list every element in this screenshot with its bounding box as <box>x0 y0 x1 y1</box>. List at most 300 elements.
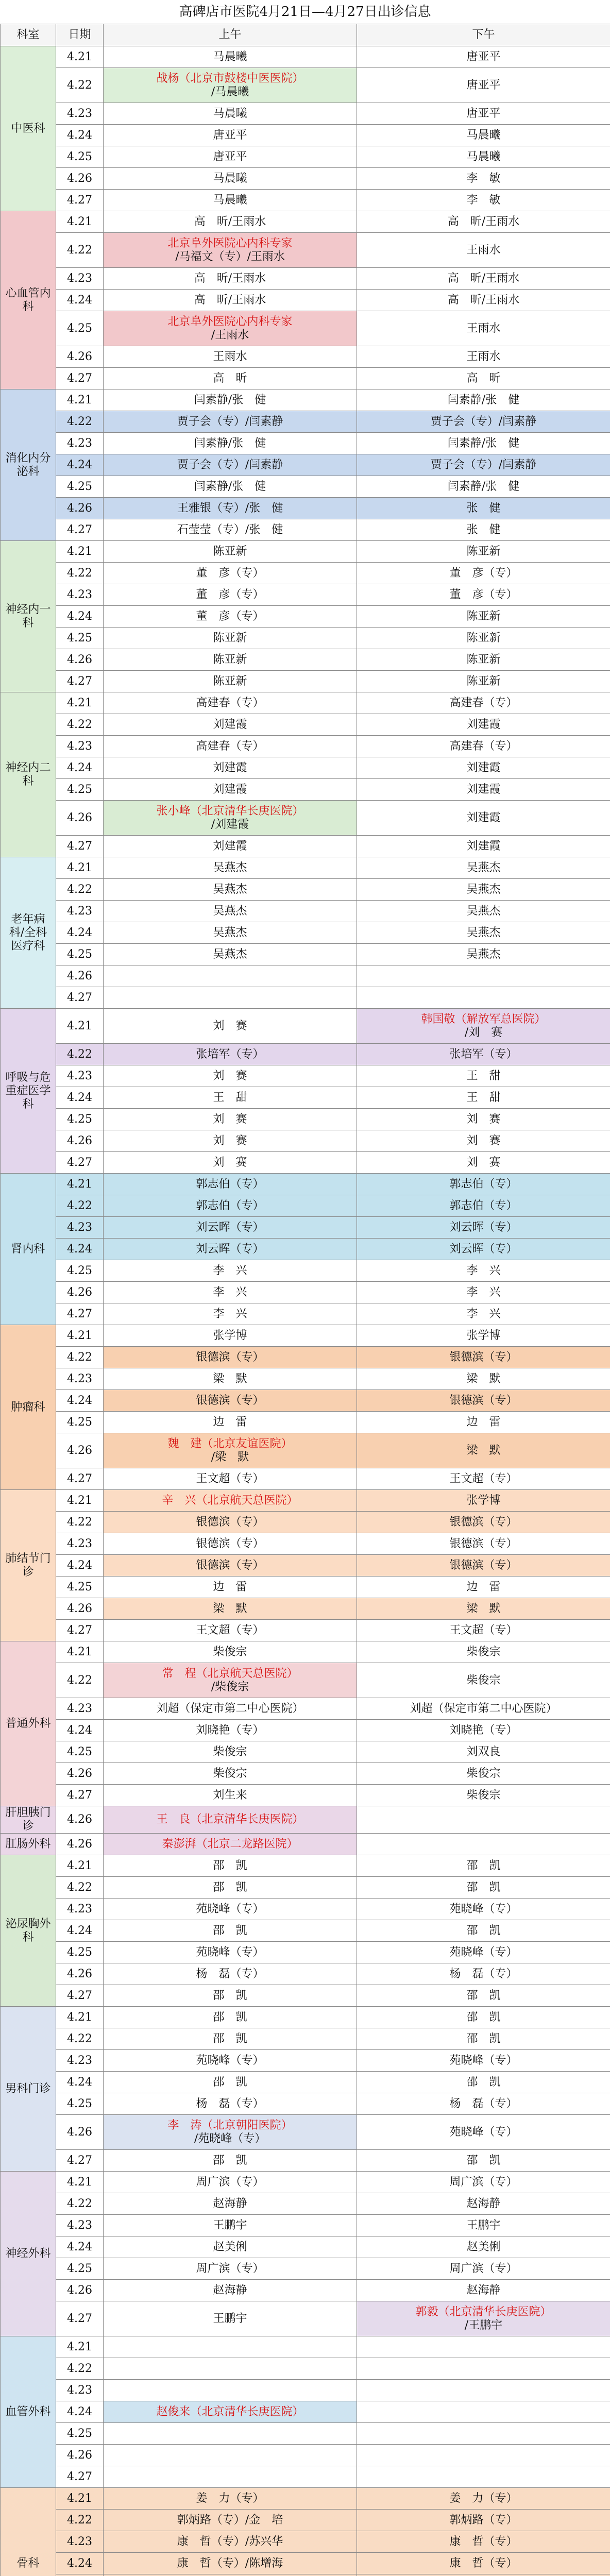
morning-cell: 唐亚平 <box>104 146 357 168</box>
date-cell: 4.25 <box>56 2258 104 2280</box>
afternoon-cell: 刘建霞 <box>357 714 610 736</box>
morning-cell: 柴俊宗 <box>104 1741 357 1763</box>
morning-cell: 邵 凯 <box>104 1855 357 1877</box>
external-expert: 魏 建（北京友谊医院） <box>167 1437 293 1450</box>
morning-cell: 邵 凯 <box>104 2007 357 2028</box>
schedule-row <box>1 1347 610 1368</box>
morning-cell: 王雅银（专）/张 健 <box>104 498 357 519</box>
afternoon-cell <box>357 987 610 1009</box>
department-cell: 消化内分泌科 <box>1 389 56 541</box>
date-cell: 4.27 <box>56 190 104 211</box>
afternoon-cell: 银德滨（专） <box>357 1555 610 1577</box>
morning-cell: 吴燕杰 <box>104 879 357 901</box>
afternoon-cell: 高建春（专） <box>357 736 610 757</box>
afternoon-cell: 梁 默 <box>357 1368 610 1390</box>
morning-cell: 陈亚新 <box>104 671 357 692</box>
schedule-row <box>1 1468 610 1490</box>
date-cell: 4.26 <box>56 1963 104 1985</box>
afternoon-cell: 刘建霞 <box>357 757 610 779</box>
schedule-row <box>1 2258 610 2280</box>
morning-cell: 邵 凯 <box>104 1920 357 1942</box>
department-cell: 心血管内科 <box>1 211 56 389</box>
date-cell: 4.27 <box>56 1303 104 1325</box>
schedule-row <box>1 901 610 922</box>
morning-cell: 邵 凯 <box>104 1985 357 2007</box>
afternoon-cell: 董 彦（专） <box>357 563 610 584</box>
schedule-row <box>1 836 610 857</box>
schedule-row <box>1 519 610 541</box>
schedule-row <box>1 628 610 649</box>
schedule-row <box>1 987 610 1009</box>
afternoon-cell: 高 昕 <box>357 368 610 389</box>
morning-cell: 赵海静 <box>104 2193 357 2215</box>
doctor-names: /柴俊宗 <box>211 1680 249 1693</box>
date-cell: 4.25 <box>56 779 104 801</box>
morning-cell: 高建春（专） <box>104 736 357 757</box>
afternoon-cell: 边 雷 <box>357 1577 610 1598</box>
date-cell: 4.25 <box>56 1942 104 1963</box>
afternoon-cell: 邵 凯 <box>357 1920 610 1942</box>
date-cell: 4.25 <box>56 1109 104 1130</box>
external-expert: 北京阜外医院心内科专家 <box>167 315 293 328</box>
date-cell: 4.27 <box>56 519 104 541</box>
afternoon-cell: 梁 默 <box>357 1433 610 1468</box>
doctor-names: /苑晓峰（专） <box>194 2132 266 2145</box>
afternoon-cell: 唐亚平 <box>357 46 610 68</box>
date-cell: 4.24 <box>56 1555 104 1577</box>
date-cell: 4.24 <box>56 125 104 146</box>
morning-cell: 郭志伯（专） <box>104 1195 357 1217</box>
date-cell: 4.27 <box>56 836 104 857</box>
morning-cell: 马晨曦 <box>104 168 357 190</box>
doctor-names: /刘建霞 <box>211 818 249 831</box>
morning-cell <box>104 1433 357 1468</box>
schedule-row <box>1 2093 610 2115</box>
morning-cell: 张学博 <box>104 1325 357 1347</box>
date-cell: 4.25 <box>56 2423 104 2445</box>
afternoon-cell: 柴俊宗 <box>357 1663 610 1698</box>
afternoon-cell: 邵 凯 <box>357 1985 610 2007</box>
schedule-row <box>1 2072 610 2093</box>
afternoon-cell: 杨 磊（专） <box>357 1963 610 1985</box>
afternoon-cell <box>357 1834 610 1855</box>
schedule-row <box>1 671 610 692</box>
afternoon-cell: 贾子会（专）/闫素静 <box>357 454 610 476</box>
date-cell: 4.21 <box>56 1641 104 1663</box>
schedule-row <box>1 211 610 233</box>
morning-cell: 刘建霞 <box>104 714 357 736</box>
department-cell: 普通外科 <box>1 1641 56 1806</box>
department-cell: 神经内二科 <box>1 692 56 857</box>
morning-cell <box>104 1834 357 1855</box>
afternoon-cell: 张学博 <box>357 1325 610 1347</box>
afternoon-cell: 刘晓艳（专） <box>357 1720 610 1741</box>
schedule-row <box>1 433 610 454</box>
morning-cell: 刘云晖（专） <box>104 1217 357 1239</box>
schedule-row <box>1 1195 610 1217</box>
morning-cell: 康 哲（专）/陈增海 <box>104 2553 357 2574</box>
schedule-row <box>1 1412 610 1433</box>
afternoon-cell <box>357 2301 610 2336</box>
afternoon-cell: 刘 赛 <box>357 1130 610 1152</box>
date-cell: 4.21 <box>56 1855 104 1877</box>
afternoon-cell <box>357 2358 610 2380</box>
schedule-row <box>1 233 610 268</box>
schedule-row <box>1 879 610 901</box>
morning-cell <box>104 2336 357 2358</box>
schedule-row <box>1 922 610 944</box>
date-cell: 4.23 <box>56 433 104 454</box>
afternoon-cell: 李 敏 <box>357 190 610 211</box>
morning-cell: 苑晓峰（专） <box>104 1899 357 1920</box>
date-cell: 4.24 <box>56 454 104 476</box>
afternoon-cell: 马晨曦 <box>357 125 610 146</box>
schedule-row <box>1 2380 610 2401</box>
date-cell: 4.21 <box>56 692 104 714</box>
afternoon-cell: 刘建霞 <box>357 801 610 836</box>
schedule-row <box>1 1368 610 1390</box>
afternoon-cell <box>357 2423 610 2445</box>
afternoon-cell <box>357 1009 610 1044</box>
morning-cell: 赵海静 <box>104 2280 357 2301</box>
morning-cell: 李 兴 <box>104 1282 357 1303</box>
schedule-row <box>1 1598 610 1620</box>
afternoon-cell: 刘双良 <box>357 1741 610 1763</box>
afternoon-cell: 邵 凯 <box>357 1877 610 1899</box>
schedule-row <box>1 2574 610 2576</box>
schedule-row <box>1 584 610 606</box>
afternoon-cell: 刘超（保定市第二中心医院） <box>357 1698 610 1720</box>
morning-cell: 邵 凯 <box>104 2072 357 2093</box>
afternoon-cell: 邵 凯 <box>357 2072 610 2093</box>
morning-cell: 董 彦（专） <box>104 606 357 628</box>
date-cell: 4.23 <box>56 1533 104 1555</box>
morning-cell <box>104 311 357 346</box>
date-cell: 4.22 <box>56 714 104 736</box>
morning-cell: 石莹莹（专）/张 健 <box>104 519 357 541</box>
morning-cell <box>104 2466 357 2488</box>
external-expert: 韩国敬（解放军总医院） <box>421 1012 546 1026</box>
afternoon-cell: 周广滨（专） <box>357 2258 610 2280</box>
department-cell: 肛肠外科 <box>1 1834 56 1855</box>
afternoon-cell: 陈亚新 <box>357 649 610 671</box>
afternoon-cell: 吴燕杰 <box>357 922 610 944</box>
schedule-row <box>1 1512 610 1533</box>
morning-cell <box>104 801 357 836</box>
date-cell <box>56 2574 104 2576</box>
external-expert: 北京阜外医院心内科专家 <box>167 236 293 250</box>
schedule-row <box>1 476 610 498</box>
morning-cell: 邵 凯 <box>104 1877 357 1899</box>
morning-cell <box>104 987 357 1009</box>
afternoon-cell <box>357 965 610 987</box>
morning-cell: 马晨曦 <box>104 103 357 125</box>
afternoon-cell: 姜 力（专） <box>357 2488 610 2510</box>
schedule-row <box>1 1217 610 1239</box>
morning-cell: 王雨水 <box>104 346 357 368</box>
morning-cell <box>104 2574 357 2576</box>
date-cell: 4.23 <box>56 2531 104 2553</box>
schedule-row <box>1 2488 610 2510</box>
schedule-row <box>1 368 610 389</box>
date-cell: 4.25 <box>56 311 104 346</box>
date-cell: 4.22 <box>56 879 104 901</box>
date-cell: 4.23 <box>56 901 104 922</box>
schedule-row <box>1 1260 610 1282</box>
date-cell: 4.26 <box>56 1598 104 1620</box>
afternoon-cell: 吴燕杰 <box>357 879 610 901</box>
schedule-row <box>1 1698 610 1720</box>
morning-cell: 王文超（专） <box>104 1620 357 1641</box>
morning-cell <box>104 2423 357 2445</box>
afternoon-cell: 苑晓峰（专） <box>357 1899 610 1920</box>
schedule-row <box>1 1785 610 1806</box>
date-cell: 4.21 <box>56 1490 104 1512</box>
afternoon-cell: 马晨曦 <box>357 146 610 168</box>
doctor-names: /梁 默 <box>211 1450 249 1464</box>
afternoon-cell: 贾子会（专）/闫素静 <box>357 411 610 433</box>
afternoon-cell: 郭志伯（专） <box>357 1174 610 1195</box>
date-cell: 4.23 <box>56 584 104 606</box>
morning-cell: 闫素静/张 健 <box>104 476 357 498</box>
date-cell: 4.26 <box>56 498 104 519</box>
morning-cell: 杨 磊（专） <box>104 1963 357 1985</box>
date-cell: 4.26 <box>56 1130 104 1152</box>
date-cell: 4.22 <box>56 233 104 268</box>
afternoon-cell: 李 兴 <box>357 1303 610 1325</box>
schedule-row <box>1 2336 610 2358</box>
department-cell: 血管外科 <box>1 2336 56 2488</box>
schedule-row <box>1 714 610 736</box>
date-cell: 4.27 <box>56 368 104 389</box>
schedule-row <box>1 2510 610 2531</box>
morning-cell: 银德滨（专） <box>104 1555 357 1577</box>
morning-cell: 柴俊宗 <box>104 1763 357 1785</box>
morning-cell <box>104 1806 357 1834</box>
date-cell: 4.23 <box>56 2050 104 2072</box>
date-cell: 4.21 <box>56 2007 104 2028</box>
date-cell: 4.24 <box>56 2553 104 2574</box>
schedule-row <box>1 1763 610 1785</box>
afternoon-cell: 唐亚平 <box>357 103 610 125</box>
date-cell: 4.27 <box>56 1620 104 1641</box>
morning-cell: 高建春（专） <box>104 692 357 714</box>
afternoon-cell: 邵 凯 <box>357 2028 610 2050</box>
morning-cell: 邵 凯 <box>104 2028 357 2050</box>
morning-cell: 王文超（专） <box>104 1468 357 1490</box>
morning-cell: 唐亚平 <box>104 125 357 146</box>
schedule-row <box>1 1942 610 1963</box>
schedule-row <box>1 311 610 346</box>
date-cell: 4.24 <box>56 606 104 628</box>
schedule-row <box>1 68 610 103</box>
date-cell: 4.26 <box>56 1763 104 1785</box>
afternoon-cell <box>357 2445 610 2466</box>
date-cell: 4.26 <box>56 1282 104 1303</box>
afternoon-cell: 银德滨（专） <box>357 1533 610 1555</box>
morning-cell: 吴燕杰 <box>104 944 357 965</box>
date-cell: 4.27 <box>56 1785 104 1806</box>
schedule-row <box>1 1325 610 1347</box>
afternoon-cell: 银德滨（专） <box>357 1512 610 1533</box>
afternoon-cell: 吴燕杰 <box>357 857 610 879</box>
date-cell: 4.24 <box>56 290 104 311</box>
afternoon-cell: 张培军（专） <box>357 1044 610 1065</box>
schedule-row <box>1 2301 610 2336</box>
afternoon-cell: 闫素静/张 健 <box>357 389 610 411</box>
schedule-row <box>1 2553 610 2574</box>
schedule-row <box>1 2115 610 2150</box>
morning-cell: 姜 力（专） <box>104 2488 357 2510</box>
schedule-row <box>1 346 610 368</box>
morning-cell: 王鹏宇 <box>104 2301 357 2336</box>
afternoon-cell: 陈亚新 <box>357 606 610 628</box>
afternoon-cell: 苑晓峰（专） <box>357 2115 610 2150</box>
schedule-row <box>1 1806 610 1834</box>
schedule-row <box>1 541 610 563</box>
schedule-row <box>1 1490 610 1512</box>
date-cell: 4.22 <box>56 1044 104 1065</box>
afternoon-cell: 康 哲（专） <box>357 2553 610 2574</box>
schedule-row <box>1 1174 610 1195</box>
morning-cell: 银德滨（专） <box>104 1512 357 1533</box>
afternoon-cell: 苑晓峰（专） <box>357 1942 610 1963</box>
schedule-row <box>1 649 610 671</box>
schedule-row <box>1 1065 610 1087</box>
afternoon-cell: 赵海静 <box>357 2280 610 2301</box>
date-cell: 4.27 <box>56 2301 104 2336</box>
schedule-row <box>1 2050 610 2072</box>
date-cell: 4.23 <box>56 1368 104 1390</box>
afternoon-cell: 王雨水 <box>357 233 610 268</box>
page-title: 高碑店市医院4月21日—4月27日出诊信息 <box>179 4 431 20</box>
afternoon-cell <box>357 2380 610 2401</box>
morning-cell: 边 雷 <box>104 1412 357 1433</box>
schedule-row <box>1 857 610 879</box>
afternoon-cell <box>357 2401 610 2423</box>
department-cell: 肿瘤科 <box>1 1325 56 1490</box>
morning-cell <box>104 2115 357 2150</box>
schedule-row <box>1 2531 610 2553</box>
date-cell: 4.22 <box>56 1347 104 1368</box>
afternoon-cell: 邵 凯 <box>357 2150 610 2172</box>
date-cell: 4.21 <box>56 857 104 879</box>
external-expert: 王 良（北京清华长庚医院） <box>156 1813 304 1826</box>
date-cell: 4.26 <box>56 649 104 671</box>
header-date: 日期 <box>56 24 104 46</box>
header-row <box>1 24 610 46</box>
afternoon-cell: 刘云晖（专） <box>357 1217 610 1239</box>
morning-cell: 吴燕杰 <box>104 922 357 944</box>
date-cell: 4.21 <box>56 2336 104 2358</box>
morning-cell: 董 彦（专） <box>104 563 357 584</box>
date-cell: 4.22 <box>56 1195 104 1217</box>
date-cell: 4.25 <box>56 628 104 649</box>
date-cell: 4.24 <box>56 1390 104 1412</box>
morning-cell: 银德滨（专） <box>104 1390 357 1412</box>
doctor-names: /王雨水 <box>211 328 249 342</box>
date-cell: 4.24 <box>56 757 104 779</box>
afternoon-cell: 银德滨（专） <box>357 1390 610 1412</box>
afternoon-cell: 闫素静/张 健 <box>357 433 610 454</box>
schedule-row <box>1 2193 610 2215</box>
afternoon-cell: 张学博 <box>357 1490 610 1512</box>
schedule-row <box>1 1855 610 1877</box>
date-cell: 4.23 <box>56 268 104 290</box>
date-cell: 4.22 <box>56 2510 104 2531</box>
schedule-row <box>1 1044 610 1065</box>
morning-cell: 贾子会（专）/闫素静 <box>104 454 357 476</box>
date-cell: 4.26 <box>56 1433 104 1468</box>
schedule-row <box>1 1433 610 1468</box>
morning-cell: 邵 凯 <box>104 2150 357 2172</box>
schedule-row <box>1 2401 610 2423</box>
date-cell: 4.21 <box>56 2488 104 2510</box>
header-am: 上午 <box>104 24 357 46</box>
schedule-row <box>1 1834 610 1855</box>
afternoon-cell <box>357 2574 610 2576</box>
afternoon-cell: 邵 凯 <box>357 1855 610 1877</box>
schedule-row <box>1 1720 610 1741</box>
schedule-row <box>1 146 610 168</box>
schedule-row <box>1 1899 610 1920</box>
schedule-row <box>1 1390 610 1412</box>
department-cell: 中医科 <box>1 46 56 211</box>
schedule-row <box>1 1985 610 2007</box>
schedule-row <box>1 1577 610 1598</box>
schedule-row <box>1 1282 610 1303</box>
morning-cell: 吴燕杰 <box>104 901 357 922</box>
morning-cell: 马晨曦 <box>104 190 357 211</box>
morning-cell: 苑晓峰（专） <box>104 2050 357 2072</box>
afternoon-cell <box>357 1806 610 1834</box>
date-cell: 4.22 <box>56 2358 104 2380</box>
date-cell: 4.23 <box>56 1217 104 1239</box>
morning-cell: 苑晓峰（专） <box>104 1942 357 1963</box>
afternoon-cell: 边 雷 <box>357 1412 610 1433</box>
afternoon-cell: 银德滨（专） <box>357 1347 610 1368</box>
date-cell: 4.26 <box>56 346 104 368</box>
morning-cell: 刘建霞 <box>104 757 357 779</box>
department-cell: 肺结节门诊 <box>1 1490 56 1641</box>
afternoon-cell: 康 哲（专） <box>357 2531 610 2553</box>
schedule-row <box>1 1555 610 1577</box>
morning-cell: 梁 默 <box>104 1598 357 1620</box>
schedule-row <box>1 2150 610 2172</box>
morning-cell: 康 哲（专）/苏兴华 <box>104 2531 357 2553</box>
schedule-row <box>1 498 610 519</box>
department-cell: 男科门诊 <box>1 2007 56 2172</box>
date-cell: 4.27 <box>56 987 104 1009</box>
schedule-row <box>1 2236 610 2258</box>
afternoon-cell: 王 甜 <box>357 1065 610 1087</box>
afternoon-cell: 李 敏 <box>357 168 610 190</box>
schedule-row <box>1 1741 610 1763</box>
morning-cell: 闫素静/张 健 <box>104 389 357 411</box>
morning-cell: 闫素静/张 健 <box>104 433 357 454</box>
date-cell: 4.26 <box>56 2445 104 2466</box>
afternoon-cell: 吴燕杰 <box>357 944 610 965</box>
morning-cell: 高 昕/王雨水 <box>104 290 357 311</box>
morning-cell: 杨 磊（专） <box>104 2093 357 2115</box>
morning-cell: 李 兴 <box>104 1260 357 1282</box>
morning-cell: 梁 默 <box>104 1368 357 1390</box>
department-cell: 肾内科 <box>1 1174 56 1325</box>
date-cell: 4.21 <box>56 211 104 233</box>
morning-cell: 刘 赛 <box>104 1130 357 1152</box>
schedule-row <box>1 1663 610 1698</box>
schedule-row <box>1 103 610 125</box>
